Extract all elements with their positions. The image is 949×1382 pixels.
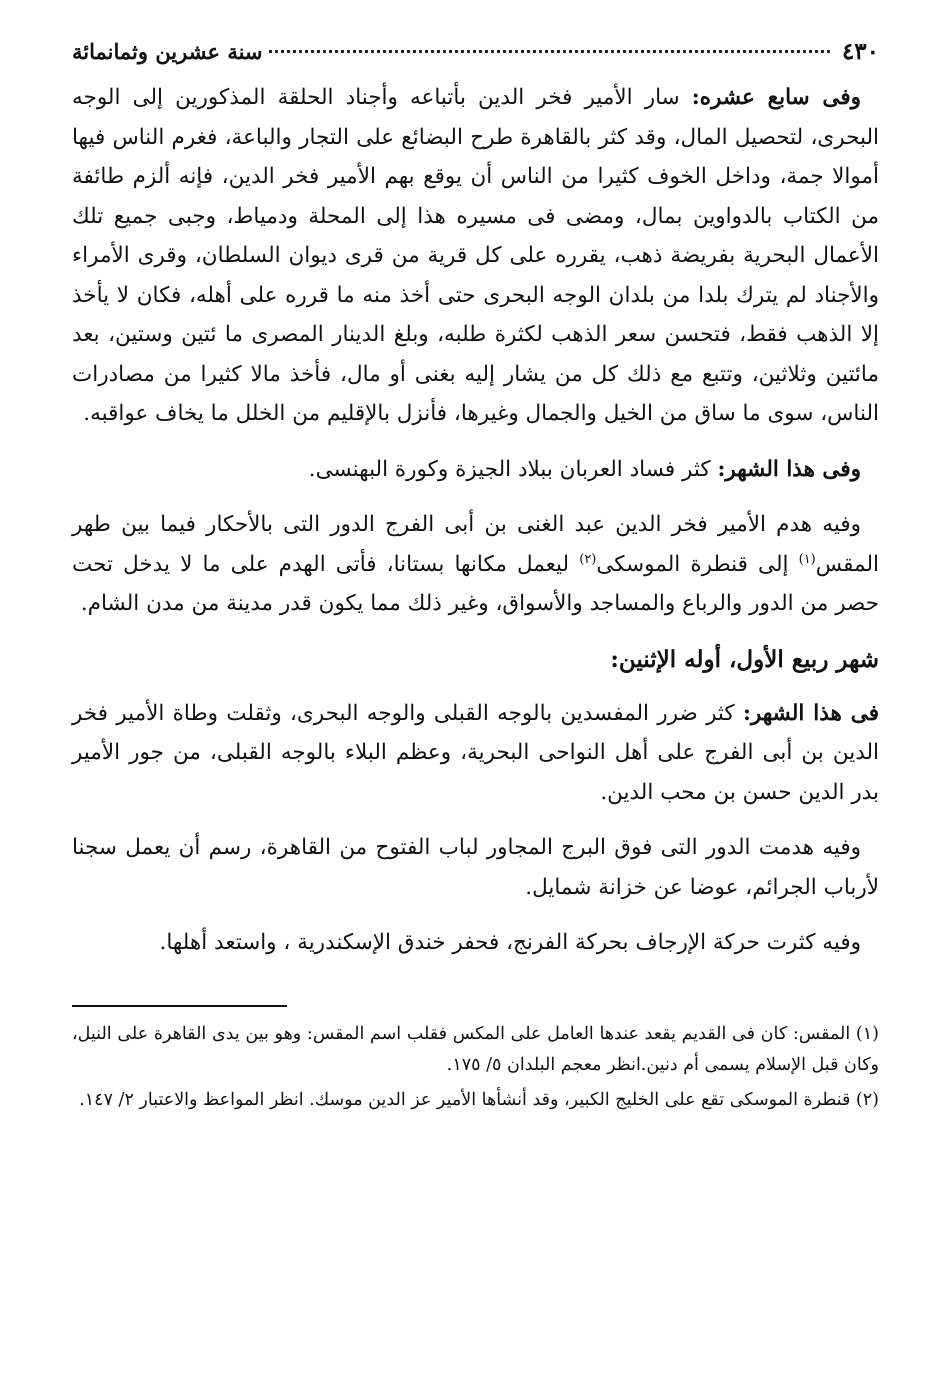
paragraph xyxy=(72,923,879,963)
paragraph xyxy=(72,78,879,434)
paragraph-text: سار الأمير فخر الدين بأتباعه وأجناد الحلقة المذكورين إلى الوجه البحرى، لتحصيل المال، وقد كثر بالقاهرة طرح البضائع على التجار والباعة، فغرم الناس فيها أموالا جمة، وداخل الخوف كثيرا من الناس أن يوقع بهم الأمير فخر الدين، فإنه ألزم طائفة من الكتاب بالدواوين بمال، ومضى فى مسيره هذا إلى المحلة ودمياط، وجبى جميع تلك الأعمال البحرية بفريضة ذهب، يقرره على كل قرية من قرى ديوان السلطان، وقرى الأمراء والأجناد لم يترك بلدا من بلدان الوجه البحرى حتى أخذ منه ما قرره على أهله، فكان لا يأخذ إلا الذهب فقط، فتحسن سعر الذهب لكثرة طلبه، وبلغ الدينار المصرى ما ئتين وستين، بعد مائتين وثلاثين، وتتبع مع ذلك كل من يشار إليه بغنى أو مال، فأخذ مالا كثيرا من مصادرات الناس، سوى ما ساق من الخيل والجمال وغيرها، فأنزل بالإقليم من الخلل ما يخاف عواقبه. xyxy=(72,85,879,426)
section-heading: شهر ربيع الأول، أوله الإثنين: xyxy=(610,645,879,673)
main-text xyxy=(72,78,879,963)
paragraph-text: وفيه هدمت الدور التى فوق البرج المجاور لباب الفتوح من القاهرة، رسم أن يعمل سجنا لأرباب الجرائم، عوضا عن خزانة شمايل. xyxy=(72,835,879,900)
paragraph xyxy=(72,828,879,907)
paragraph xyxy=(72,505,879,624)
paragraph-text: ليعمل مكانها بستانا، فأتى الهدم على ما لا يدخل تحت حصر من الدور والرباع والمساجد والأسواق، وغير ذلك مما يكون قدر مدينة من مدن الشام. xyxy=(72,551,879,616)
paragraph-text: وفيه هدم الأمير فخر الدين عبد الغنى بن أبى الفرج الدور التى بالأحكار فيما بين طهر المقس xyxy=(72,512,879,577)
paragraph-lead: فى هذا الشهر: xyxy=(742,700,879,726)
paragraph-lead: وفى سابع عشره: xyxy=(691,85,861,110)
footnote-divider xyxy=(72,1005,287,1007)
header-title: سنة عشرين وثمانمائة xyxy=(72,39,263,64)
paragraph-text: كثر فساد العربان ببلاد الجيزة وكورة البهنسى. xyxy=(308,456,718,482)
paragraph-text: إلى قنطرة الموسكى xyxy=(596,551,799,577)
header-leader-dots xyxy=(269,50,830,53)
paragraph xyxy=(72,694,879,813)
paragraph-text: وفيه كثرت حركة الإرجاف بحركة الفرنج، فحفر خندق الإسكندرية ، واستعد أهلها. xyxy=(159,930,861,955)
paragraph-lead: وفى هذا الشهر: xyxy=(717,456,861,482)
running-header xyxy=(72,38,879,78)
footnote: (٢) قنطرة الموسكى تقع على الخليج الكبير، وقد أنشأها الأمير عز الدين موسك. انظر المواعظ والاعتبار ٢/ ١٤٧. xyxy=(79,1089,879,1110)
footnote-ref[interactable]: (٢) xyxy=(579,551,597,567)
book-page xyxy=(72,38,879,1342)
paragraph xyxy=(72,450,879,490)
footnote: (١) المقس: كان فى القديم يقعد عندها العامل على المكس فقلب اسم المقس: وهو بين يدى القاهرة على النيل، وكان قبل الإسلام يسمى أم دنين.انظر معجم البلدان ٥/ ١٧٥. xyxy=(72,1023,879,1075)
footnotes xyxy=(72,1019,879,1116)
footnote-ref[interactable]: (١) xyxy=(798,551,816,567)
page-number: ٤٣٠ xyxy=(841,38,879,65)
paragraph-text: كثر ضرر المفسدين بالوجه القبلى والوجه البحرى، وثقلت وطاة الأمير فخر الدين بن أبى الفرج على أهل النواحى البحرية، وعظم البلاء بالوجه القبلى، من جور الأمير بدر الدين حسن بن محب الدين. xyxy=(72,700,879,805)
